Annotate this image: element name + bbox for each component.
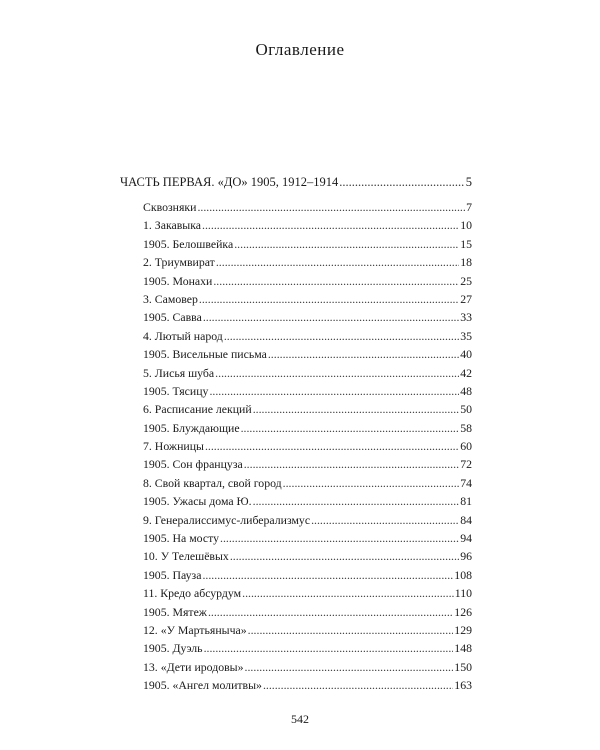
entry-page: 33: [460, 310, 472, 325]
toc-entry[interactable]: [143, 384, 472, 402]
toc-entry[interactable]: [143, 347, 472, 365]
dot-leader: [213, 274, 459, 289]
dot-leader: [224, 329, 459, 344]
dot-leader: [244, 457, 459, 472]
entry-title: 10. У Телешёвых: [143, 549, 229, 564]
toc-entry[interactable]: [143, 549, 472, 567]
toc-part-heading[interactable]: [120, 175, 472, 190]
dot-leader: [241, 421, 460, 436]
dot-leader: [202, 218, 459, 233]
toc-entry[interactable]: [143, 513, 472, 531]
toc-entry[interactable]: [143, 421, 472, 439]
dot-leader: [203, 310, 459, 325]
entry-title: 1905. На мосту: [143, 531, 219, 546]
entry-title: 8. Свой квартал, свой город: [143, 475, 282, 490]
toc-entry[interactable]: [143, 623, 472, 641]
toc-entry[interactable]: [143, 274, 472, 292]
toc-entry[interactable]: [143, 255, 472, 273]
entry-page: 48: [460, 383, 472, 398]
entry-title: 7. Ножницы: [143, 439, 204, 454]
page-title: Оглавление: [255, 40, 345, 59]
entry-title: 9. Генералиссимус-либерализмус: [143, 512, 311, 527]
dot-leader: [220, 531, 459, 546]
dot-leader: [311, 513, 459, 528]
entry-title: 1905. Пауза: [143, 567, 202, 582]
dot-leader: [205, 439, 459, 454]
dot-leader: [215, 366, 459, 381]
entry-title: 1905. Ужасы дома Ю.: [143, 494, 252, 509]
entry-page: 18: [460, 255, 472, 270]
entry-page: 94: [460, 531, 472, 546]
toc-entry[interactable]: [143, 605, 472, 623]
entry-title: 1905. Монахи: [143, 273, 213, 288]
entry-title: 4. Лютый народ: [143, 328, 223, 343]
part-title: ЧАСТЬ ПЕРВАЯ. «ДО» 1905, 1912–1914: [120, 175, 339, 189]
dot-leader: [197, 200, 465, 215]
toc-entry[interactable]: [143, 457, 472, 475]
dot-leader: [202, 568, 453, 583]
entry-title: 3. Самовер: [143, 291, 198, 306]
dot-leader: [199, 292, 459, 307]
dot-leader: [216, 255, 459, 270]
toc-entry[interactable]: [143, 402, 472, 420]
entry-title: 1905. Висельные письма: [143, 347, 267, 362]
entry-title: Сквозняки: [143, 200, 197, 214]
entry-page: 58: [460, 420, 472, 435]
dot-leader: [339, 175, 464, 190]
toc-entry[interactable]: [143, 678, 472, 696]
entry-title: 1. Закавыка: [143, 218, 202, 233]
entry-page: 40: [460, 347, 472, 362]
dot-leader: [283, 476, 460, 491]
entry-page: 163: [454, 678, 472, 693]
toc-entry[interactable]: [143, 237, 472, 255]
entry-page: 108: [454, 567, 472, 582]
page-number: 542: [291, 712, 309, 726]
toc-entry[interactable]: [143, 310, 472, 328]
toc-list: [143, 200, 472, 697]
entry-title: 1905. Сон француза: [143, 457, 243, 472]
entry-page: 10: [460, 218, 472, 233]
dot-leader: [242, 586, 454, 601]
entry-title: 1905. Дуэль: [143, 641, 203, 656]
toc-entry[interactable]: [143, 476, 472, 494]
entry-page: 96: [460, 549, 472, 564]
toc-entry[interactable]: [143, 494, 472, 512]
entry-page: 126: [454, 604, 472, 619]
entry-page: 129: [454, 622, 472, 637]
dot-leader: [268, 347, 459, 362]
toc-entry[interactable]: [143, 292, 472, 310]
entry-title: 1905. Мятеж: [143, 604, 207, 619]
entry-page: 15: [460, 236, 472, 251]
entry-page: 110: [454, 586, 472, 601]
dot-leader: [208, 605, 453, 620]
entry-page: 60: [460, 439, 472, 454]
entry-page: 148: [454, 641, 472, 656]
entry-title: 1905. Белошвейка: [143, 236, 234, 251]
entry-page: 27: [460, 291, 472, 306]
entry-page: 35: [460, 328, 472, 343]
dot-leader: [209, 384, 459, 399]
entry-title: 2. Триумвират: [143, 255, 215, 270]
entry-title: 13. «Дети иродовы»: [143, 659, 244, 674]
entry-page: 42: [460, 365, 472, 380]
entry-page: 81: [460, 494, 472, 509]
entry-title: 1905. «Ангел молитвы»: [143, 678, 262, 693]
dot-leader: [234, 237, 459, 252]
entry-page: 74: [460, 475, 472, 490]
toc-entry[interactable]: [143, 586, 472, 604]
dot-leader: [253, 494, 460, 509]
toc-entry[interactable]: [143, 641, 472, 659]
toc-entry[interactable]: [143, 200, 472, 218]
entry-page: 72: [460, 457, 472, 472]
dot-leader: [248, 623, 454, 638]
toc-entry[interactable]: [143, 218, 472, 236]
entry-title: 5. Лисья шуба: [143, 365, 215, 380]
entry-page: 7: [466, 200, 472, 214]
dot-leader: [204, 641, 454, 656]
toc-entry[interactable]: [143, 329, 472, 347]
entry-title: 1905. Тясицу: [143, 383, 209, 398]
entry-page: 84: [460, 512, 472, 527]
entry-title: 11. Кредо абсурдум: [143, 586, 242, 601]
entry-title: 1905. Савва: [143, 310, 202, 325]
toc-entry[interactable]: [143, 660, 472, 678]
toc-entry[interactable]: [143, 568, 472, 586]
entry-title: 12. «У Мартьяныча»: [143, 622, 247, 637]
entry-title: 1905. Блуждающие: [143, 420, 240, 435]
dot-leader: [245, 660, 454, 675]
dot-leader: [230, 549, 459, 564]
part-page: 5: [465, 175, 472, 189]
dot-leader: [253, 402, 460, 417]
entry-page: 50: [460, 402, 472, 417]
toc-entry[interactable]: [143, 531, 472, 549]
entry-page: 25: [460, 273, 472, 288]
entry-title: 6. Расписание лекций: [143, 402, 252, 417]
entry-page: 150: [454, 659, 472, 674]
dot-leader: [263, 678, 453, 693]
toc-entry[interactable]: [143, 366, 472, 384]
toc-entry[interactable]: [143, 439, 472, 457]
